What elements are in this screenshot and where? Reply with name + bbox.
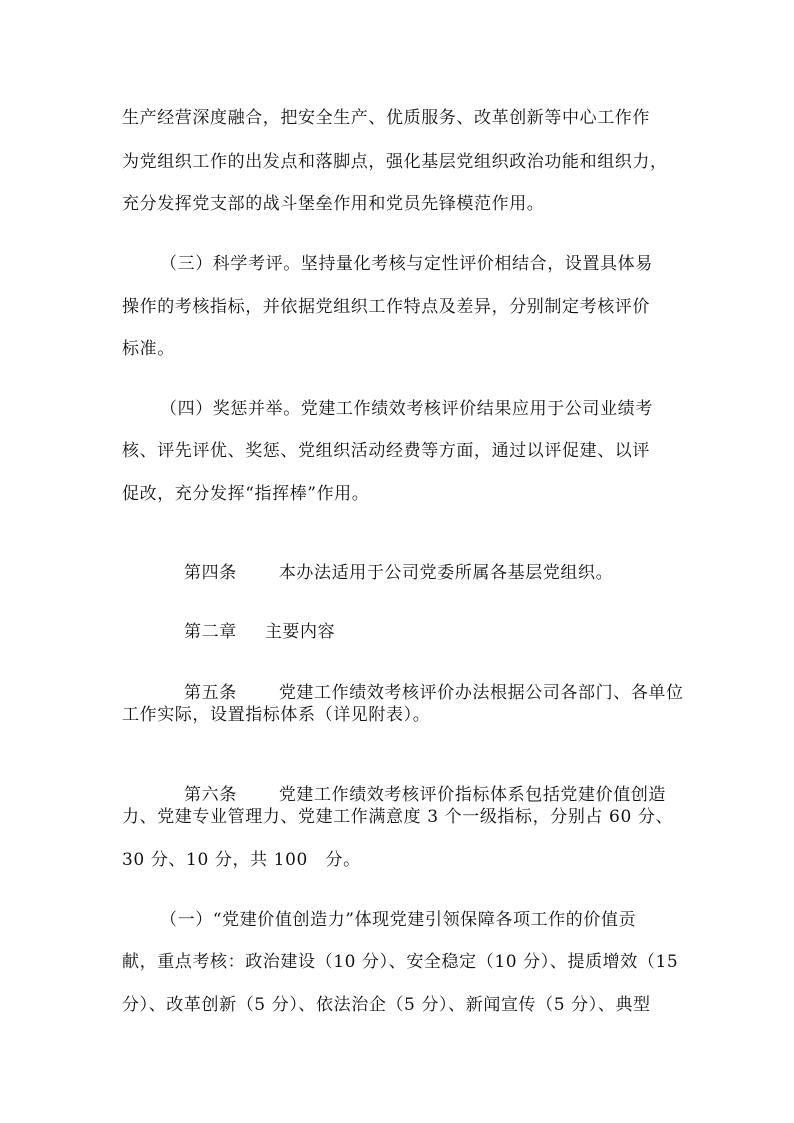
chapter-heading (160, 602, 794, 662)
paragraph-line: 充分发挥党支部的战斗堡垒作用和党员先锋模范作用。 (122, 194, 545, 214)
paragraph-line: 促改，充分发挥“指挥棒”作用。 (122, 484, 370, 504)
article-text: 党建工作绩效考核评价办法根据公司各部门、各单位 (278, 683, 684, 703)
paragraph-line: （一）“党建价值创造力”体现党建引领保障各项工作的价值贡 (160, 910, 637, 930)
paragraph-line: 力、党建专业管理力、党建工作满意度 3 个一级指标，分别占 60 分、 (122, 807, 674, 827)
paragraph-line: 生产经营深度融合，把安全生产、优质服务、改革创新等中心工作作 (122, 108, 650, 128)
paragraph-line: 核、评先评优、奖惩、党组织活动经费等方面，通过以评促建、以评 (122, 441, 650, 461)
article-text: 党建工作绩效考核评价指标体系包括党建价值创造 (278, 785, 667, 805)
paragraph-line: 献，重点考核：政治建设（10 分）、安全稳定（10 分）、提质增效（15 (122, 952, 679, 972)
paragraph-line: 分）、改革创新（5 分）、依法治企（5 分）、新闻宣传（5 分）、典型 (122, 995, 651, 1015)
paragraph-line: （四）奖惩并举。党建工作绩效考核评价结果应用于公司业绩考 (160, 399, 653, 419)
paragraph-line: 为党组织工作的出发点和落脚点，强化基层党组织政治功能和组织力， (122, 152, 668, 172)
paragraph-line: （三）科学考评。坚持量化考核与定性评价相结合，设置具体易 (160, 254, 653, 274)
paragraph-line: 工作实际，设置指标体系（详见附表）。 (122, 705, 431, 725)
paragraph-line: 30 分、10 分，共 100 分。 (122, 850, 361, 870)
chapter-number: 第二章 (184, 622, 237, 642)
article-number: 第六条 (184, 785, 237, 805)
chapter-title: 主要内容 (264, 622, 336, 642)
article-line (160, 543, 794, 603)
paragraph-line: 标准。 (122, 339, 175, 359)
article-text: 本办法适用于公司党委所属各基层党组织。 (278, 563, 614, 583)
paragraph-line: 操作的考核指标，并依据党组织工作特点及差异，分别制定考核评价 (122, 297, 650, 317)
article-number: 第五条 (184, 683, 237, 703)
article-number: 第四条 (184, 563, 237, 583)
